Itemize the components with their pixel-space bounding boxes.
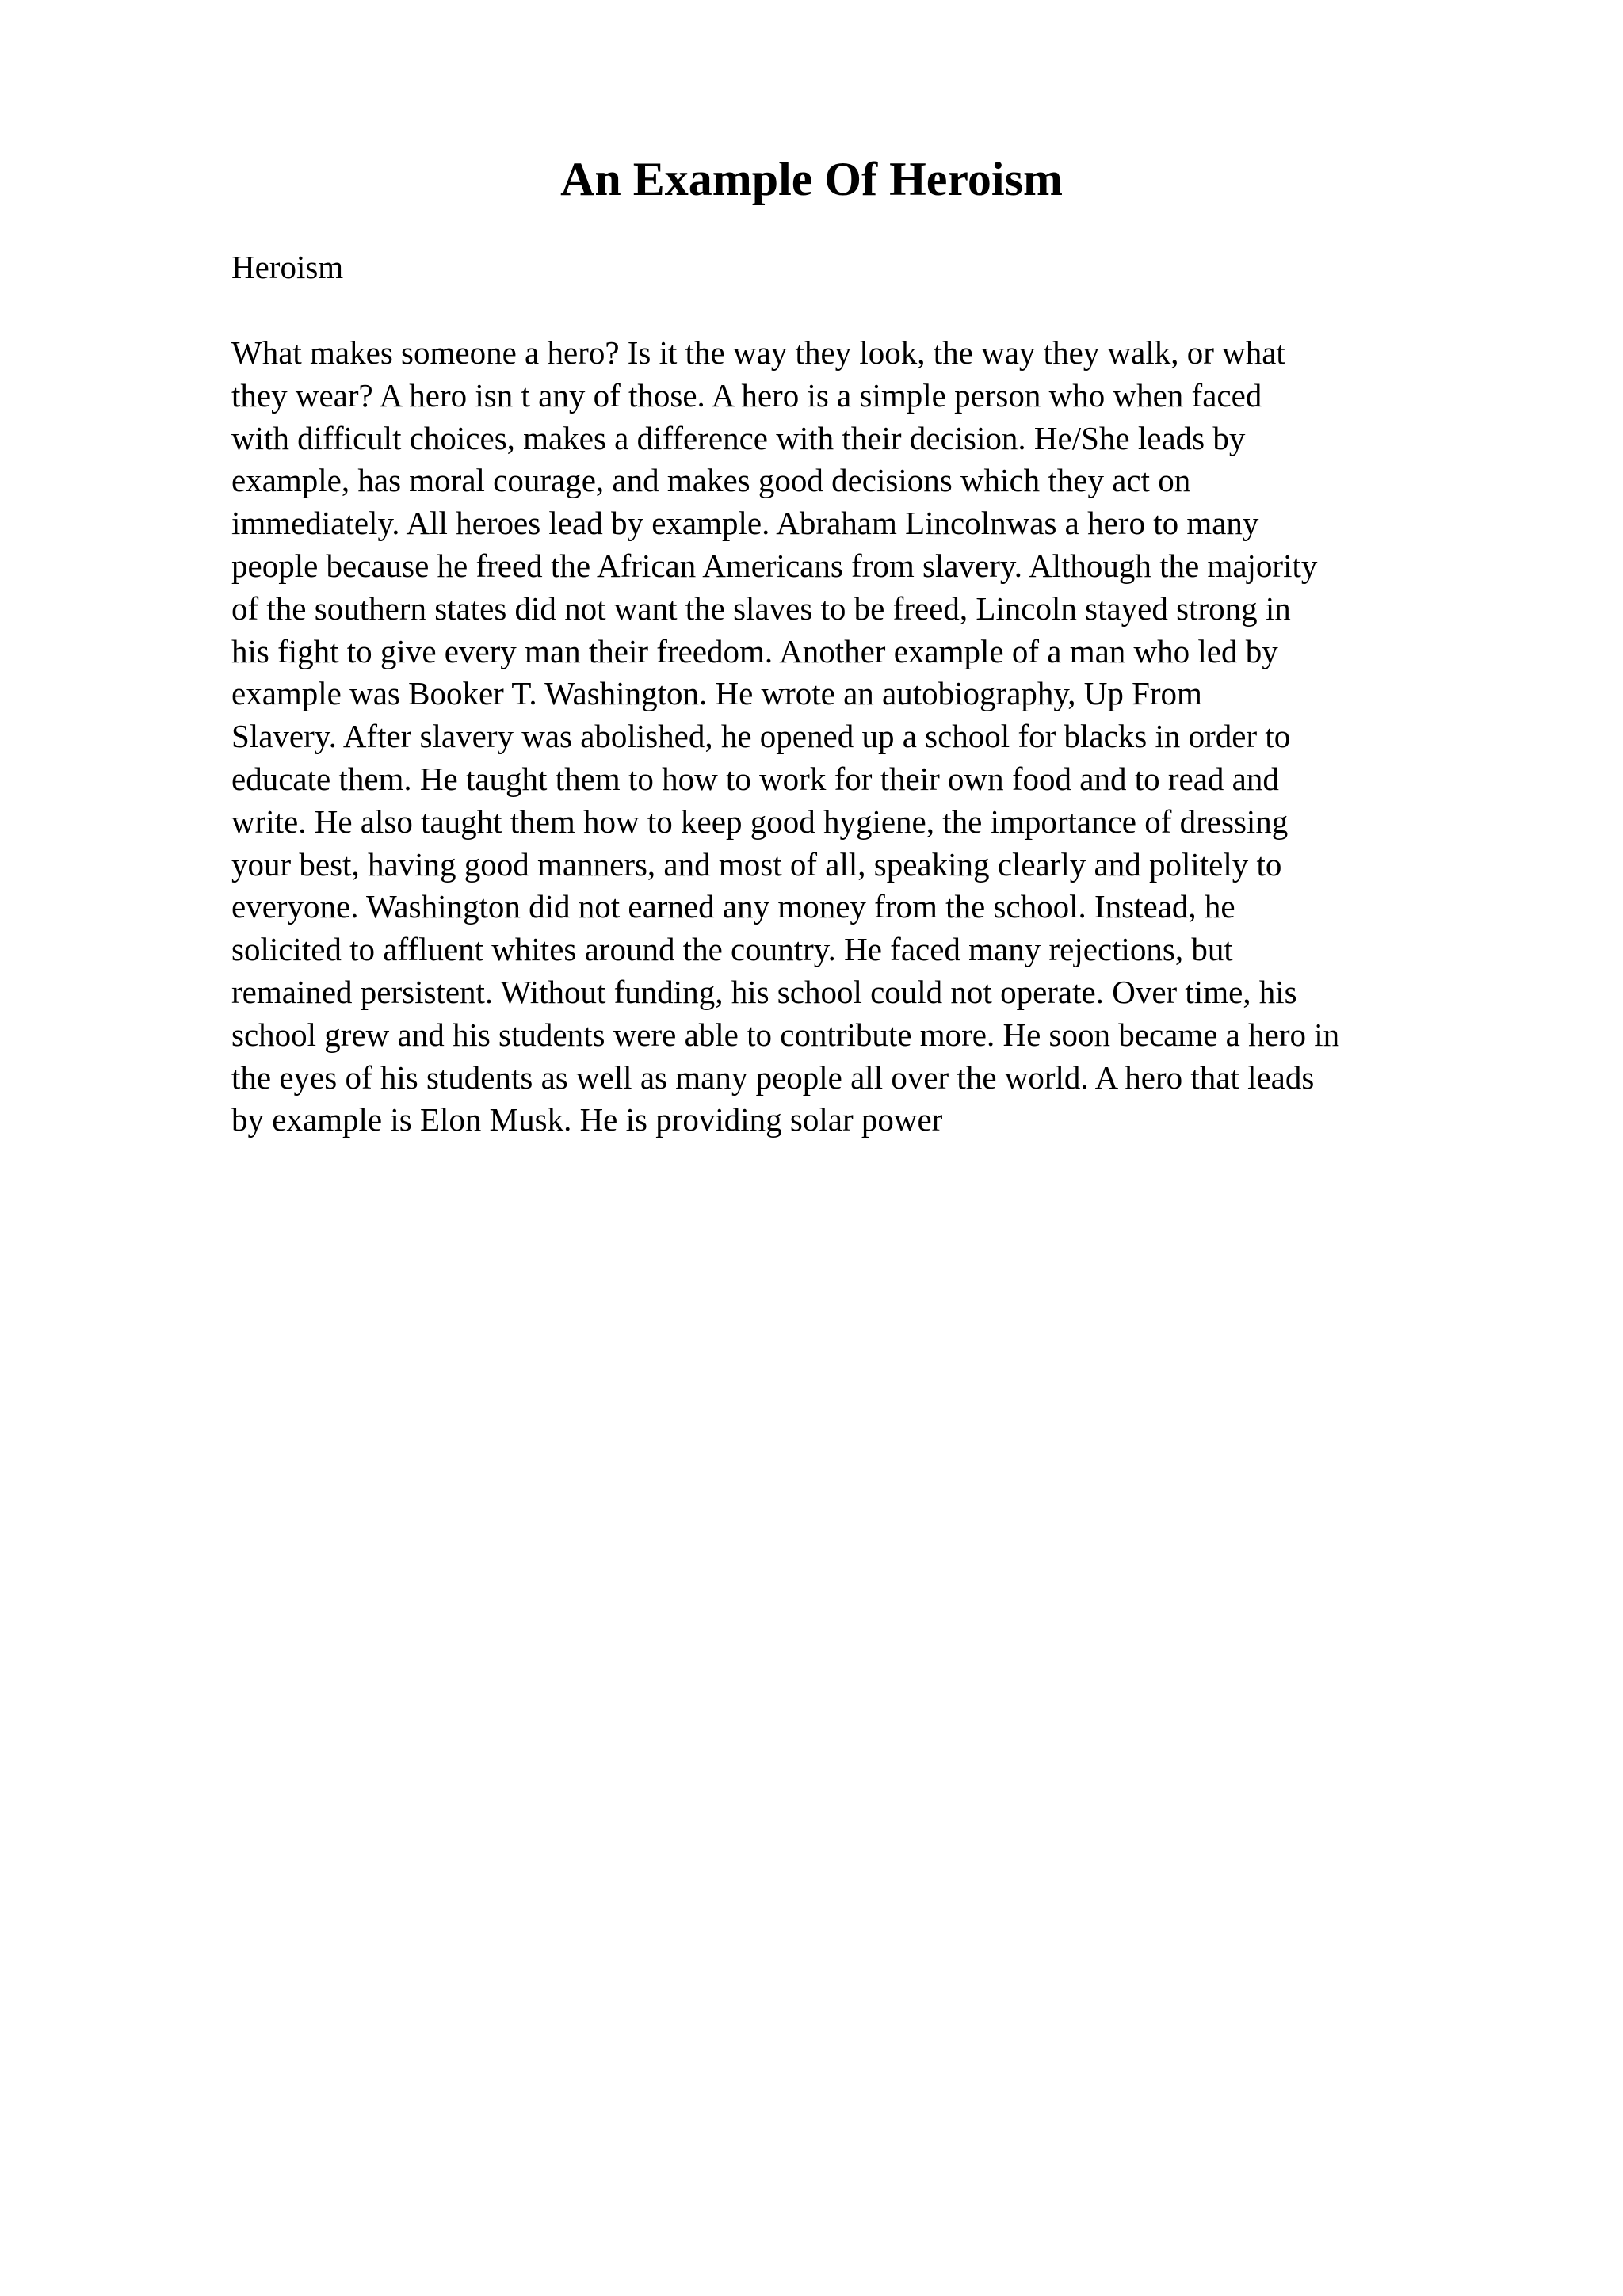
body-line: school grew and his students were able to contribute more. He soon became a hero in: [231, 1016, 1340, 1053]
body-line: immediately. All heroes lead by example. Abraham Lincolnwas a hero to many: [231, 505, 1259, 542]
body-line: your best, having good manners, and most of all, speaking clearly and politely to: [231, 845, 1282, 883]
document-title: An Example Of Heroism: [560, 153, 1063, 205]
body-line: people because he freed the African Americans from slavery. Although the majority: [231, 547, 1318, 584]
body-line: Slavery. After slavery was abolished, he opened up a school for blacks in order to: [231, 718, 1291, 755]
body-line: with difficult choices, makes a difference with their decision. He/She leads by: [231, 419, 1246, 456]
body-line: everyone. Washington did not earned any money from the school. Instead, he: [231, 888, 1235, 925]
body-line: his fight to give every man their freedom. Another example of a man who led by: [231, 632, 1278, 669]
essay-heading: Heroism: [231, 249, 344, 285]
body-line: write. He also taught them how to keep good hygiene, the importance of dressing: [231, 803, 1289, 840]
body-line: the eyes of his students as well as many people all over the world. A hero that leads: [231, 1058, 1315, 1096]
essay-body: [231, 332, 1515, 1142]
body-line: they wear? A hero isn t any of those. A hero is a simple person who when faced: [231, 376, 1262, 414]
body-line: remained persistent. Without funding, his school could not operate. Over time, his: [231, 973, 1297, 1010]
body-line: educate them. He taught them to how to work for their own food and to read and: [231, 760, 1279, 797]
body-line: example was Booker T. Washington. He wrote an autobiography, Up From: [231, 675, 1202, 712]
body-line: What makes someone a hero? Is it the way they look, the way they walk, or what: [231, 334, 1285, 371]
body-line: by example is Elon Musk. He is providing solar power: [231, 1101, 943, 1138]
body-line: of the southern states did not want the slaves to be freed, Lincoln stayed strong in: [231, 589, 1291, 627]
body-line: solicited to affluent whites around the country. He faced many rejections, but: [231, 931, 1233, 968]
body-line: example, has moral courage, and makes good decisions which they act on: [231, 462, 1191, 499]
